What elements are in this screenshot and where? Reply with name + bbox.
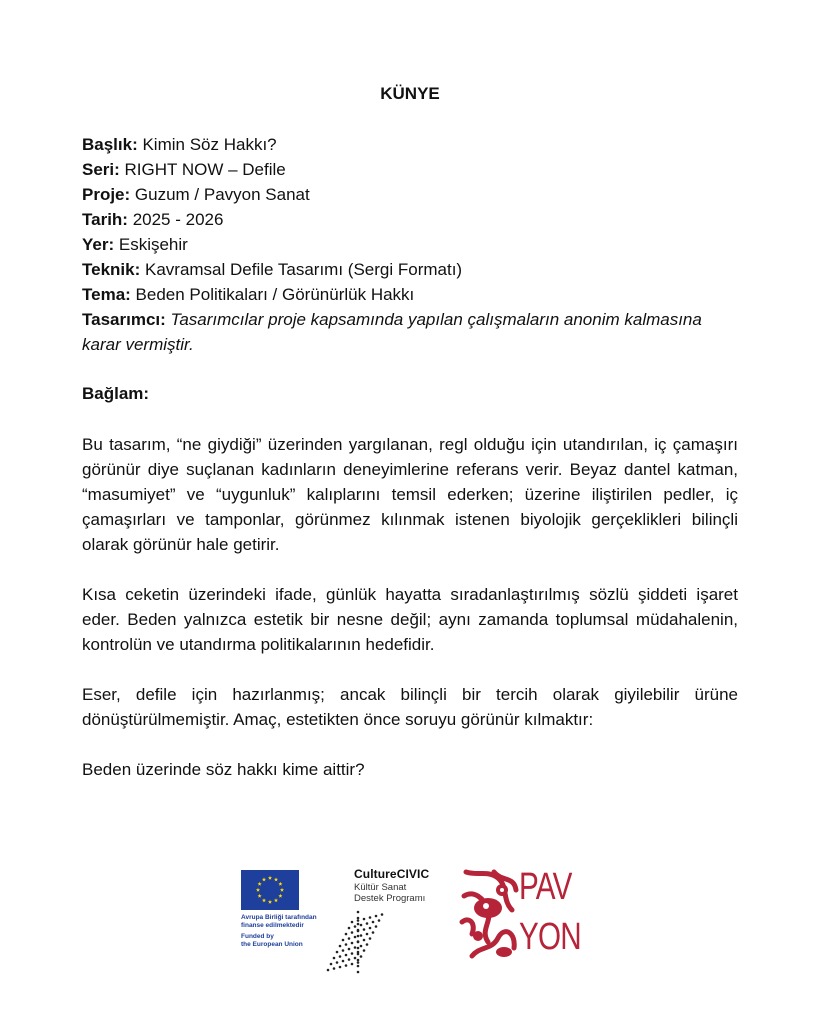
eu-star-icon [274, 877, 278, 881]
meta-label: Seri: [82, 160, 120, 179]
culturecivic-dot [327, 969, 330, 972]
meta-label: Tasarımcı: [82, 310, 166, 329]
culturecivic-dot [357, 961, 360, 964]
culturecivic-dot [381, 913, 384, 916]
culturecivic-dot [348, 937, 351, 940]
meta-row-theme [82, 282, 738, 307]
meta-label: Tema: [82, 285, 131, 304]
eu-star-icon [258, 882, 262, 886]
culturecivic-dot [363, 939, 366, 942]
culturecivic-dot [357, 919, 360, 922]
eu-star-icon [256, 888, 260, 892]
culturecivic-dot [357, 917, 360, 920]
meta-label: Tarih: [82, 210, 128, 229]
culturecivic-dot [348, 958, 351, 961]
culturecivic-dot [342, 949, 345, 952]
eu-star-icon [278, 894, 282, 898]
meta-value: Guzum / Pavyon Sanat [130, 185, 310, 204]
culturecivic-dot [363, 928, 366, 931]
culturecivic-dot [354, 936, 357, 939]
meta-row-series [82, 157, 738, 182]
culturecivic-dot [357, 935, 360, 938]
culturecivic-dot [351, 921, 354, 924]
culturecivic-dot [369, 916, 372, 919]
culturecivic-dot [357, 923, 360, 926]
eu-star-icon [262, 877, 266, 881]
meta-row-technique [82, 257, 738, 282]
eu-stars-icon [241, 870, 299, 910]
culturecivic-dot [357, 947, 360, 950]
culturecivic-dot [333, 967, 336, 970]
pavyon-logo-text: PAV [519, 866, 572, 908]
culturecivic-dot [345, 943, 348, 946]
culturecivic-dot [339, 945, 342, 948]
eu-star-icon [268, 900, 272, 904]
meta-row-project [82, 182, 738, 207]
context-paragraph: Kısa ceketin üzerindeki ifade, günlük hayatta sıradanlaştırılmış sözlü şiddeti işaret eder. Beden yalnızca estetik bir nesne değil; aynı zamanda toplumsal müdahalenin, kontrolün ve utandırma politikalarının hedefidir. [82, 585, 738, 654]
culturecivic-dot [333, 957, 336, 960]
culturecivic-dot [351, 942, 354, 945]
meta-row-designer [82, 307, 738, 357]
culturecivic-dots-icon [322, 902, 392, 974]
culturecivic-dot [357, 911, 360, 914]
culturecivic-dot [372, 931, 375, 934]
page-title: KÜNYE [380, 84, 440, 103]
culturecivic-dot [345, 933, 348, 936]
pavyon-logo-text: YON [519, 916, 581, 958]
eu-star-icon [278, 882, 282, 886]
culturecivic-dot [360, 945, 363, 948]
context-paragraph: Bu tasarım, “ne giydiği” üzerinden yargılanan, regl olduğu için utandırılan, iç çamaşırı görünür diye suçlanan kadınların deneyimlerine referans verir. Beyaz dantel katman, “masumiyet” ve “uygunluk” kalıplarını temsil ederken; üzerine iliştirilen pedler, iç çamaşırları ve tamponlar, görünmez kılınmak istenen biyolojik gerçeklikleri bilinçli olarak görünür hale getirir. [82, 435, 738, 554]
culturecivic-dot [342, 939, 345, 942]
eu-star-icon [262, 898, 266, 902]
culturecivic-dot [336, 951, 339, 954]
eu-flag-icon [241, 870, 299, 910]
culturecivic-dot [348, 927, 351, 930]
meta-row-date [82, 207, 738, 232]
culturecivic-dot [354, 957, 357, 960]
sponsor-logos [0, 866, 819, 976]
culturecivic-dot [357, 929, 360, 932]
culturecivic-dot [369, 937, 372, 940]
document-page [82, 84, 738, 782]
eu-text-line: Funded by [241, 933, 274, 940]
culturecivic-dot [375, 925, 378, 928]
eu-text-line: Avrupa Birliği tarafından [241, 914, 317, 921]
meta-label: Proje: [82, 185, 131, 204]
culturecivic-sub-line: Kültür Sanat [354, 882, 407, 893]
meta-label: Başlık: [82, 135, 138, 154]
culturecivic-dot [366, 933, 369, 936]
culturecivic-dot [363, 918, 366, 921]
culturecivic-dot [357, 959, 360, 962]
culturecivic-dot [339, 966, 342, 969]
culturecivic-dot [354, 925, 357, 928]
culturecivic-dot [366, 943, 369, 946]
culturecivic-title: CultureCIVIC [354, 867, 430, 881]
meta-row-title [82, 132, 738, 157]
culturecivic-dot [357, 965, 360, 968]
eu-star-icon [274, 898, 278, 902]
culturecivic-dot [357, 941, 360, 944]
culturecivic-dot [363, 949, 366, 952]
culturecivic-dot [351, 931, 354, 934]
context-heading: Bağlam: [82, 384, 150, 403]
eu-star-icon [280, 888, 284, 892]
context-question: Beden üzerinde söz hakkı kime aittir? [82, 760, 365, 779]
meta-value: RIGHT NOW – Defile [119, 160, 286, 179]
culturecivic-dot [336, 961, 339, 964]
culturecivic-dot [375, 915, 378, 918]
culturecivic-dot [372, 921, 375, 924]
culturecivic-dot [330, 963, 333, 966]
culturecivic-dot [351, 952, 354, 955]
meta-value: Beden Politikaları / Görünürlük Hakkı [130, 285, 415, 304]
eu-star-icon [268, 876, 272, 880]
culturecivic-dot [357, 971, 360, 974]
culturecivic-dot [378, 919, 381, 922]
culturecivic-sub-line: Destek Programı [354, 892, 426, 904]
meta-value: Tasarımcılar proje kapsamında yapılan çalışmaların anonim kalmasına karar vermiştir. [82, 310, 702, 354]
culturecivic-dot [354, 946, 357, 949]
metadata-list [82, 132, 738, 357]
culturecivic-dot [369, 927, 372, 930]
meta-value: Eskişehir [114, 235, 188, 254]
meta-value: Kimin Söz Hakkı? [137, 135, 277, 154]
eu-text-line: finanse edilmektedir [241, 921, 304, 929]
culturecivic-dot [342, 960, 345, 963]
culturecivic-dot [348, 948, 351, 951]
meta-value: Kavramsal Defile Tasarımı (Sergi Formatı) [140, 260, 463, 279]
culturecivic-dot [345, 964, 348, 967]
culturecivic-dot [360, 955, 363, 958]
meta-row-place [82, 232, 738, 257]
meta-label: Teknik: [82, 260, 141, 279]
culturecivic-dot [357, 953, 360, 956]
culturecivic-dot [360, 934, 363, 937]
culturecivic-dot [360, 924, 363, 927]
eu-text-line: the European Union [241, 940, 303, 948]
culturecivic-subtitle [354, 883, 425, 904]
meta-value: 2025 - 2026 [127, 210, 224, 229]
culturecivic-dot [351, 963, 354, 966]
culturecivic-dot [339, 955, 342, 958]
culturecivic-dot [366, 922, 369, 925]
meta-label: Yer: [82, 235, 115, 254]
context-paragraph: Eser, defile için hazırlanmış; ancak bilinçli bir tercih olarak giyilebilir ürüne dönüştürülmemiştir. Amaç, estetikten önce soruyu görünür kılmaktır: [82, 685, 738, 729]
eu-star-icon [258, 894, 262, 898]
culturecivic-dot [345, 954, 348, 957]
